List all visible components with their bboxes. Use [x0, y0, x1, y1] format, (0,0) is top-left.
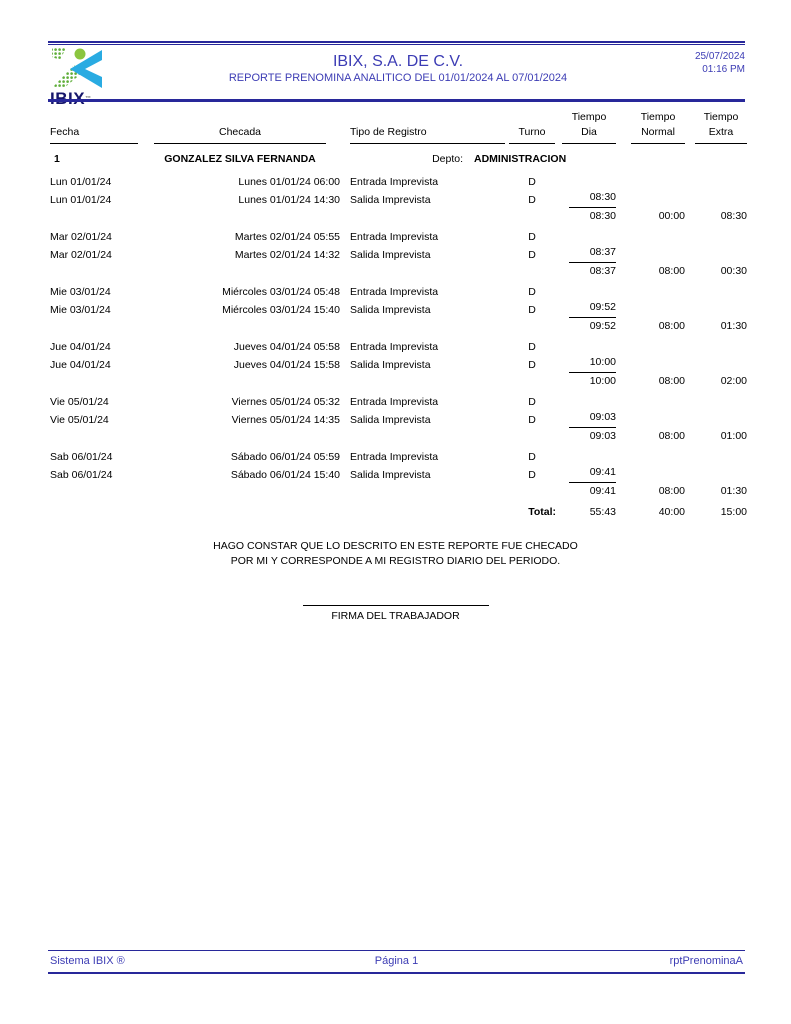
col-header-tipo: Tipo de Registro — [348, 125, 508, 144]
day-block — [48, 340, 747, 389]
cell-turno: D — [528, 231, 536, 243]
entrada-row — [48, 230, 747, 245]
subtotal-tiempo-normal: 08:00 — [658, 430, 685, 442]
entrada-row — [48, 175, 747, 190]
signature-line — [303, 605, 489, 606]
day-subtotal-row — [48, 319, 747, 334]
salida-row — [48, 355, 747, 373]
cell-checada: Viernes 05/01/24 14:35 — [231, 414, 340, 426]
cell-fecha: Jue 04/01/24 — [50, 341, 111, 353]
subtotal-tiempo-extra: 08:30 — [720, 210, 747, 222]
total-tiempo-normal: 40:00 — [658, 506, 685, 518]
dia-value-underlined: 10:00 — [569, 355, 616, 373]
cell-tipo-registro: Salida Imprevista — [350, 414, 431, 426]
salida-row — [48, 245, 747, 263]
attestation-statement — [0, 539, 791, 569]
employee-name: GONZALEZ SILVA FERNANDA — [164, 153, 316, 165]
subtotal-tiempo-extra: 00:30 — [720, 265, 747, 277]
cell-checada: Sábado 06/01/24 05:59 — [230, 451, 340, 463]
signature-label: FIRMA DEL TRABAJADOR — [331, 610, 460, 622]
total-row — [48, 505, 747, 520]
day-subtotal-row — [48, 374, 747, 389]
subtotal-tiempo-dia: 09:03 — [589, 430, 616, 442]
cell-checada: Lunes 01/01/24 06:00 — [238, 176, 340, 188]
cell-turno: D — [528, 451, 536, 463]
footer-report-id: rptPrenominaA — [669, 955, 743, 967]
employee-row — [48, 151, 747, 167]
cell-checada: Martes 02/01/24 14:32 — [234, 249, 340, 261]
print-datetime — [695, 50, 745, 76]
day-block — [48, 175, 747, 224]
cell-fecha: Mie 03/01/24 — [50, 286, 111, 298]
subtotal-tiempo-dia: 09:41 — [589, 485, 616, 497]
subtotal-tiempo-dia: 09:52 — [589, 320, 616, 332]
company-name: IBIX, S.A. DE C.V. — [332, 53, 464, 70]
cell-checada: Miércoles 03/01/24 15:40 — [222, 304, 340, 316]
subtotal-tiempo-dia: 08:37 — [589, 265, 616, 277]
cell-checada: Viernes 05/01/24 05:32 — [231, 396, 340, 408]
title-block — [168, 52, 628, 86]
cell-tiempo-dia — [556, 300, 616, 318]
depto-value: ADMINISTRACION — [474, 153, 567, 165]
cell-turno: D — [528, 286, 536, 298]
statement-line-1: HAGO CONSTAR QUE LO DESCRITO EN ESTE REPORTE FUE CHECADO — [213, 540, 578, 552]
top-double-rule — [48, 41, 745, 45]
subtotal-tiempo-normal: 08:00 — [658, 320, 685, 332]
cell-checada: Jueves 04/01/24 05:58 — [233, 341, 340, 353]
cell-checada: Martes 02/01/24 05:55 — [234, 231, 340, 243]
prenomina-table — [48, 110, 747, 520]
signature-block — [0, 597, 791, 623]
header-bottom-rule — [48, 99, 745, 102]
trademark-symbol: ™ — [85, 96, 92, 102]
cell-fecha: Lun 01/01/24 — [50, 176, 112, 188]
total-label: Total: — [528, 506, 556, 518]
cell-turno: D — [528, 414, 536, 426]
col-header-checada: Checada — [140, 125, 340, 144]
salida-row — [48, 190, 747, 208]
entrada-row — [48, 340, 747, 355]
cell-tipo-registro: Salida Imprevista — [350, 469, 431, 481]
print-date: 25/07/2024 — [694, 51, 745, 62]
salida-row — [48, 300, 747, 318]
report-title: REPORTE PRENOMINA ANALITICO DEL 01/01/2024 AL 07/01/2024 — [228, 72, 568, 84]
cell-tipo-registro: Entrada Imprevista — [350, 396, 439, 408]
footer-system-name: Sistema IBIX ® — [50, 955, 125, 967]
statement-line-2: POR MI Y CORRESPONDE A MI REGISTRO DIARIO DEL PERIODO. — [230, 555, 561, 567]
col-header-tiempo-normal: Tiempo Normal — [616, 110, 685, 144]
print-time: 01:16 PM — [702, 64, 745, 75]
cell-checada: Lunes 01/01/24 14:30 — [238, 194, 340, 206]
cell-fecha: Mar 02/01/24 — [50, 249, 112, 261]
cell-tipo-registro: Salida Imprevista — [350, 194, 431, 206]
cell-turno: D — [528, 304, 536, 316]
cell-tipo-registro: Salida Imprevista — [350, 359, 431, 371]
cell-tipo-registro: Entrada Imprevista — [350, 286, 439, 298]
footer-page-number: Página 1 — [374, 955, 419, 967]
employee-number: 1 — [54, 153, 60, 165]
cell-tiempo-dia — [556, 465, 616, 483]
cell-turno: D — [528, 176, 536, 188]
cell-turno: D — [528, 396, 536, 408]
depto-label: Depto: — [432, 153, 463, 165]
cell-tipo-registro: Entrada Imprevista — [350, 231, 439, 243]
dia-value-underlined: 09:03 — [569, 410, 616, 428]
day-block — [48, 450, 747, 499]
entrada-row — [48, 450, 747, 465]
cell-tipo-registro: Salida Imprevista — [350, 249, 431, 261]
cell-tipo-registro: Entrada Imprevista — [350, 176, 439, 188]
cell-turno: D — [528, 194, 536, 206]
subtotal-tiempo-extra: 02:00 — [720, 375, 747, 387]
subtotal-tiempo-normal: 08:00 — [658, 375, 685, 387]
subtotal-tiempo-normal: 00:00 — [658, 210, 685, 222]
subtotal-tiempo-normal: 08:00 — [658, 265, 685, 277]
subtotal-tiempo-normal: 08:00 — [658, 485, 685, 497]
table-header-row — [48, 110, 747, 144]
day-subtotal-row — [48, 429, 747, 444]
ibix-logo-icon — [50, 48, 106, 88]
cell-tiempo-dia — [556, 245, 616, 263]
day-block — [48, 230, 747, 279]
cell-turno: D — [528, 341, 536, 353]
cell-tipo-registro: Entrada Imprevista — [350, 341, 439, 353]
cell-tipo-registro: Salida Imprevista — [350, 304, 431, 316]
day-subtotal-row — [48, 264, 747, 279]
day-block — [48, 395, 747, 444]
total-tiempo-extra: 15:00 — [720, 506, 747, 518]
cell-checada: Jueves 04/01/24 15:58 — [233, 359, 340, 371]
subtotal-tiempo-extra: 01:30 — [720, 485, 747, 497]
company-logo — [50, 48, 120, 108]
total-tiempo-dia: 55:43 — [589, 506, 616, 518]
subtotal-tiempo-dia: 10:00 — [589, 375, 616, 387]
salida-row — [48, 465, 747, 483]
day-block — [48, 285, 747, 334]
cell-fecha: Mie 03/01/24 — [50, 304, 111, 316]
dia-value-underlined: 08:37 — [569, 245, 616, 263]
day-subtotal-row — [48, 484, 747, 499]
salida-row — [48, 410, 747, 428]
column-gap — [340, 151, 348, 167]
cell-tipo-registro: Entrada Imprevista — [350, 451, 439, 463]
col-header-turno: Turno — [508, 125, 556, 144]
cell-fecha: Sab 06/01/24 — [50, 469, 113, 481]
cell-fecha: Sab 06/01/24 — [50, 451, 113, 463]
report-header — [48, 48, 745, 108]
page-footer — [48, 950, 745, 974]
entrada-row — [48, 395, 747, 410]
cell-fecha: Mar 02/01/24 — [50, 231, 112, 243]
dia-value-underlined: 08:30 — [569, 190, 616, 208]
cell-tiempo-dia — [556, 355, 616, 373]
cell-tiempo-dia — [556, 190, 616, 208]
col-header-fecha: Fecha — [48, 125, 140, 144]
col-header-tiempo-extra: Tiempo Extra — [685, 110, 747, 144]
cell-fecha: Vie 05/01/24 — [50, 396, 109, 408]
dia-value-underlined: 09:41 — [569, 465, 616, 483]
cell-fecha: Vie 05/01/24 — [50, 414, 109, 426]
cell-fecha: Jue 04/01/24 — [50, 359, 111, 371]
cell-checada: Sábado 06/01/24 15:40 — [230, 469, 340, 481]
subtotal-tiempo-extra: 01:30 — [720, 320, 747, 332]
cell-turno: D — [528, 469, 536, 481]
cell-fecha: Lun 01/01/24 — [50, 194, 112, 206]
day-subtotal-row — [48, 209, 747, 224]
subtotal-tiempo-extra: 01:00 — [720, 430, 747, 442]
cell-turno: D — [528, 359, 536, 371]
cell-turno: D — [528, 249, 536, 261]
cell-checada: Miércoles 03/01/24 05:48 — [222, 286, 340, 298]
table-body — [48, 175, 747, 499]
logo-wordmark: IBIX™ — [50, 89, 92, 108]
cell-tiempo-dia — [556, 410, 616, 428]
subtotal-tiempo-dia: 08:30 — [589, 210, 616, 222]
dia-value-underlined: 09:52 — [569, 300, 616, 318]
col-header-tiempo-dia: Tiempo Dia — [556, 110, 616, 144]
entrada-row — [48, 285, 747, 300]
